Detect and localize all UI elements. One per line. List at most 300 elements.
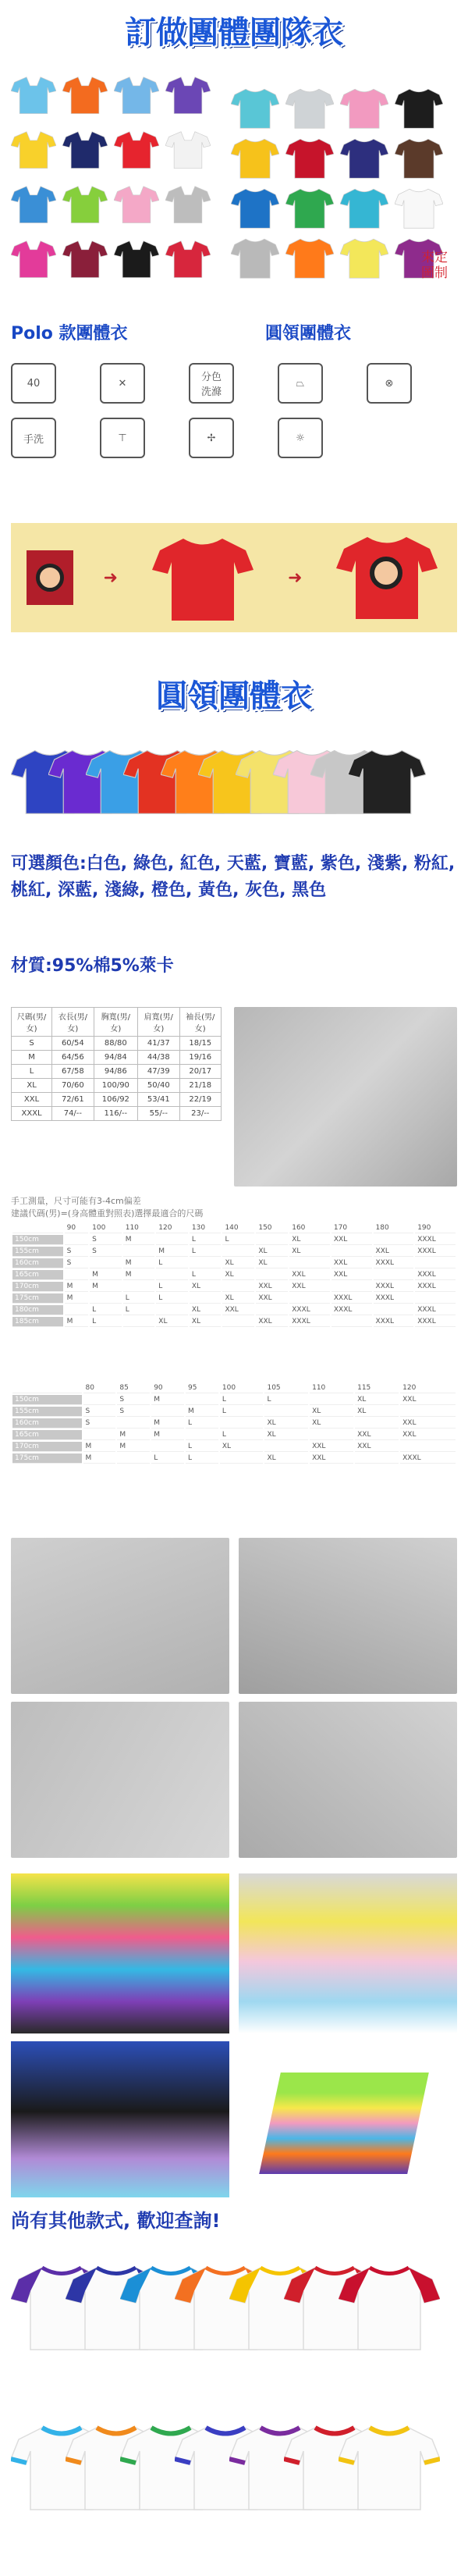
polo-shirt-swatch <box>114 180 159 228</box>
size-cell: XL <box>310 1407 353 1417</box>
size-cell <box>264 1442 308 1452</box>
colors-text: 可選顏色:白色, 綠色, 紅色, 天藍, 寶藍, 紫色, 淺紫, 粉紅, 桃紅, 深藍, 淺綠, 橙色, 黃色, 灰色, 黑色 <box>11 854 456 900</box>
size-cell: 74/-- <box>52 1107 94 1121</box>
size-header: 胸寬(男/女) <box>94 1008 138 1037</box>
tee-shirt-swatch <box>285 86 334 130</box>
size-cell <box>222 1317 254 1327</box>
size-cell: XL <box>156 1317 188 1327</box>
size-cell: 67/58 <box>52 1065 94 1079</box>
tee-shirt-swatch <box>340 86 388 130</box>
size-cell: 106/92 <box>94 1093 138 1107</box>
no-bleach-icon: ✕ <box>100 363 145 404</box>
weight-header: 140 <box>222 1223 254 1233</box>
size-cell: 47/39 <box>138 1065 179 1079</box>
tee-shirt-swatch <box>231 136 279 180</box>
weight-header: 105 <box>264 1383 308 1393</box>
size-cell <box>123 1282 155 1292</box>
arrow-icon: ➜ <box>103 568 118 588</box>
size-cell <box>83 1395 116 1405</box>
size-cell: L <box>186 1453 218 1464</box>
size-cell: S <box>65 1258 89 1268</box>
size-cell <box>415 1293 456 1304</box>
size-cell: 64/56 <box>52 1051 94 1065</box>
weight-header: 100 <box>90 1223 122 1233</box>
size-cell <box>310 1430 353 1440</box>
size-cell: L <box>12 1065 52 1079</box>
size-cell: 72/61 <box>52 1093 94 1107</box>
size-cell: L <box>151 1453 184 1464</box>
size-cell: XXXL <box>415 1247 456 1257</box>
size-cell: L <box>220 1395 264 1405</box>
size-cell: M <box>90 1270 122 1280</box>
table-row <box>12 1418 456 1429</box>
size-cell: L <box>264 1395 308 1405</box>
size-cell: XXL <box>355 1430 399 1440</box>
size-cell: 50/40 <box>138 1079 179 1093</box>
size-cell: XXL <box>400 1418 456 1429</box>
size-cell <box>90 1293 122 1304</box>
weight-header: 115 <box>355 1383 399 1393</box>
weight-header: 110 <box>310 1383 353 1393</box>
size-cell: M <box>151 1395 184 1405</box>
size-cell: XXXL <box>415 1235 456 1245</box>
size-cell: XXXL <box>400 1453 456 1464</box>
size-cell: XXXL <box>415 1282 456 1292</box>
size-cell: 88/80 <box>94 1037 138 1051</box>
polo-shirt-swatch <box>165 180 211 228</box>
table-row <box>12 1079 222 1093</box>
size-cell <box>310 1395 353 1405</box>
tee-shirt-swatch <box>395 86 443 130</box>
section-title: 圓領團體衣 <box>156 678 312 714</box>
size-cell <box>355 1453 399 1464</box>
size-cell: 100/90 <box>94 1079 138 1093</box>
size-cell: XL <box>220 1442 264 1452</box>
polo-shirt-swatch <box>114 125 159 173</box>
folded-shirts-photo-3 <box>11 2041 229 2197</box>
size-cell: 55/-- <box>138 1107 179 1121</box>
size-cell: L <box>123 1293 155 1304</box>
size-cell: M <box>151 1418 184 1429</box>
size-cell <box>400 1442 456 1452</box>
size-cell: XXXL <box>289 1317 330 1327</box>
size-cell: 94/86 <box>94 1065 138 1079</box>
raglan-lineup <box>11 2240 457 2396</box>
hang-dry-icon: ⊤ <box>100 418 145 458</box>
size-cell <box>332 1282 372 1292</box>
size-cell: 23/-- <box>179 1107 221 1121</box>
tee-shirt-swatch <box>231 186 279 229</box>
size-cell <box>264 1407 308 1417</box>
tee-label: 圓領團體衣 <box>265 324 352 343</box>
size-cell: M <box>117 1430 150 1440</box>
weight-header: 80 <box>83 1383 116 1393</box>
size-cell: XXL <box>289 1282 330 1292</box>
table-row <box>12 1093 222 1107</box>
ringer-lineup <box>11 2400 457 2556</box>
size-cell: XL <box>355 1407 399 1417</box>
size-cell: 41/37 <box>138 1037 179 1051</box>
size-cell <box>186 1430 218 1440</box>
size-cell <box>374 1235 414 1245</box>
size-cell <box>65 1270 89 1280</box>
size-cell <box>332 1317 372 1327</box>
no-tumble-dry-icon: ⊗ <box>367 363 412 404</box>
polo-shirt-swatch <box>11 234 56 283</box>
size-cell: XXL <box>374 1247 414 1257</box>
table-row <box>12 1235 456 1245</box>
size-table <box>11 1007 222 1121</box>
size-cell: S <box>83 1407 116 1417</box>
size-cell: XL <box>264 1453 308 1464</box>
size-cell: M <box>156 1247 188 1257</box>
size-cell <box>151 1407 184 1417</box>
hand-wash-icon: 手洗 <box>11 418 56 458</box>
size-cell: XXL <box>332 1258 372 1268</box>
size-cell: 20/17 <box>179 1065 221 1079</box>
height-label: 160cm <box>12 1418 82 1429</box>
size-cell: M <box>12 1051 52 1065</box>
size-cell: XXXL <box>374 1293 414 1304</box>
size-header: 肩寬(男/女) <box>138 1008 179 1037</box>
height-label: 180cm <box>12 1305 63 1315</box>
table-row <box>12 1305 456 1315</box>
size-cell <box>123 1247 155 1257</box>
size-cell: S <box>83 1418 116 1429</box>
size-cell: L <box>156 1282 188 1292</box>
weight-header: 95 <box>186 1383 218 1393</box>
size-cell <box>400 1407 456 1417</box>
size-cell: M <box>83 1453 116 1464</box>
height-label: 150cm <box>12 1395 82 1405</box>
size-cell <box>289 1293 330 1304</box>
size-cell <box>256 1235 288 1245</box>
size-header: 衣長(男/女) <box>52 1008 94 1037</box>
size-cell: 18/15 <box>179 1037 221 1051</box>
tee-shirt-swatch <box>285 136 334 180</box>
size-cell <box>151 1442 184 1452</box>
size-cell: XXXL <box>415 1317 456 1327</box>
weight-header: 180 <box>374 1223 414 1233</box>
size-cell: XXXL <box>374 1258 414 1268</box>
size-cell: 22/19 <box>179 1093 221 1107</box>
size-cell: S <box>117 1407 150 1417</box>
tee-shirt-swatch <box>231 86 279 130</box>
height-label: 150cm <box>12 1235 63 1245</box>
size-cell: L <box>186 1418 218 1429</box>
size-cell <box>256 1270 288 1280</box>
care-icons <box>11 363 457 458</box>
size-cell <box>415 1258 456 1268</box>
size-cell: XXXL <box>415 1270 456 1280</box>
tee-color-grid <box>231 86 443 279</box>
size-cell: XL <box>256 1247 288 1257</box>
table-row <box>12 1293 456 1304</box>
size-cell <box>117 1418 150 1429</box>
size-header: 尺碼(男/女) <box>12 1008 52 1037</box>
size-cell: S <box>90 1235 122 1245</box>
size-cell: 94/84 <box>94 1051 138 1065</box>
size-guide-table-2 <box>11 1382 457 1465</box>
polo-label: Polo 款團體衣 <box>11 324 128 343</box>
table-row <box>12 1107 222 1121</box>
folded-shirts-photo-1 <box>11 1873 229 2033</box>
size-cell: XL <box>222 1270 254 1280</box>
table-row <box>12 1270 456 1280</box>
size-cell: M <box>83 1442 116 1452</box>
size-cell: M <box>90 1282 122 1292</box>
folded-shirts-photo-2 <box>239 1873 457 2033</box>
weight-header: 170 <box>332 1223 372 1233</box>
design-artwork <box>27 550 73 605</box>
size-cell: XXL <box>256 1317 288 1327</box>
polo-shirt-swatch <box>11 180 56 228</box>
size-cell: L <box>156 1258 188 1268</box>
size-cell: XL <box>256 1258 288 1268</box>
size-cell: XXL <box>332 1235 372 1245</box>
size-cell: S <box>117 1395 150 1405</box>
more-styles-text: 尚有其他款式, 歡迎查詢! <box>11 2210 221 2232</box>
tee-shirt-swatch <box>285 186 334 229</box>
page-title: 訂做團體團隊衣 <box>125 15 343 51</box>
weight-header: 130 <box>190 1223 222 1233</box>
weight-header: 100 <box>220 1383 264 1393</box>
material-text: 材質:95%棉5%萊卡 <box>11 956 174 976</box>
size-cell: XL <box>222 1258 254 1268</box>
polo-shirt-swatch <box>62 180 108 228</box>
size-cell: L <box>156 1293 188 1304</box>
height-label: 165cm <box>12 1430 82 1440</box>
size-cell <box>186 1395 218 1405</box>
size-cell: L <box>190 1270 222 1280</box>
size-cell: XXL <box>289 1270 330 1280</box>
size-cell: XXXL <box>374 1282 414 1292</box>
shoulder-photo <box>11 1702 229 1858</box>
tee-shirt-swatch <box>395 136 443 180</box>
polo-shirt-swatch <box>11 70 56 119</box>
size-cell: 21/18 <box>179 1079 221 1093</box>
tee-shirt-swatch <box>340 136 388 180</box>
size-cell: M <box>151 1430 184 1440</box>
table-row <box>12 1282 456 1292</box>
size-cell: XXXL <box>332 1293 372 1304</box>
polo-shirt-swatch <box>62 234 108 283</box>
size-cell: XXXL <box>12 1107 52 1121</box>
size-cell: XXL <box>355 1442 399 1452</box>
table-row <box>12 1317 456 1327</box>
size-cell: L <box>90 1305 122 1315</box>
polo-shirt-swatch <box>114 70 159 119</box>
size-cell: M <box>65 1317 89 1327</box>
table-row <box>12 1442 456 1452</box>
folded-shirts-photo-4 <box>239 2041 457 2197</box>
tee-shirt-swatch <box>340 236 388 279</box>
weight-header: 150 <box>256 1223 288 1233</box>
size-cell <box>117 1453 150 1464</box>
blank-red-shirt <box>148 535 257 621</box>
size-cell <box>220 1418 264 1429</box>
size-cell <box>65 1305 89 1315</box>
separate-wash-icon: 分色 洗滌 <box>189 363 234 404</box>
iron-icon: ⏢ <box>278 363 323 404</box>
height-label: 170cm <box>12 1282 63 1292</box>
tee-lineup <box>11 738 457 824</box>
size-cell <box>83 1430 116 1440</box>
fan-icon: ✢ <box>189 418 234 458</box>
size-cell <box>355 1418 399 1429</box>
size-cell: L <box>220 1407 264 1417</box>
size-guide-table-1 <box>11 1222 457 1329</box>
weight-header: 160 <box>289 1223 330 1233</box>
height-label: 185cm <box>12 1317 63 1327</box>
size-cell <box>90 1258 122 1268</box>
tee-shirt-swatch <box>340 186 388 229</box>
table-row <box>12 1037 222 1051</box>
size-cell: XXXL <box>332 1305 372 1315</box>
size-cell: XL <box>190 1305 222 1315</box>
height-label: 165cm <box>12 1270 63 1280</box>
size-cell: XL <box>310 1418 353 1429</box>
size-cell: M <box>117 1442 150 1452</box>
size-cell <box>65 1235 89 1245</box>
size-cell: XXL <box>256 1293 288 1304</box>
tee-shirt-swatch <box>285 236 334 279</box>
size-cell: XXXL <box>289 1305 330 1315</box>
size-cell <box>289 1258 330 1268</box>
size-cell: 60/54 <box>52 1037 94 1051</box>
size-cell: XL <box>12 1079 52 1093</box>
size-cell: XXL <box>310 1442 353 1452</box>
size-cell <box>374 1305 414 1315</box>
size-cell: M <box>65 1282 89 1292</box>
size-cell <box>256 1305 288 1315</box>
table-row <box>12 1065 222 1079</box>
collar-photo <box>11 1538 229 1694</box>
table-row <box>12 1453 456 1464</box>
polo-shirt-swatch <box>62 70 108 119</box>
size-cell: XXL <box>256 1282 288 1292</box>
arrow-icon: ➜ <box>287 568 303 588</box>
polo-color-grid <box>11 70 211 283</box>
size-cell: S <box>12 1037 52 1051</box>
tee-shirt-swatch <box>395 186 443 229</box>
wash-40-icon: 40 <box>11 363 56 404</box>
size-cell: XL <box>289 1247 330 1257</box>
fabric-photo <box>234 1007 457 1187</box>
size-cell <box>374 1270 414 1280</box>
size-cell: L <box>190 1235 222 1245</box>
height-label: 160cm <box>12 1258 63 1268</box>
size-cell: 44/38 <box>138 1051 179 1065</box>
print-process-strip <box>11 523 457 632</box>
polo-shirt-swatch <box>165 70 211 119</box>
weight-header: 90 <box>151 1383 184 1393</box>
size-cell: XL <box>190 1282 222 1292</box>
size-cell: 116/-- <box>94 1107 138 1121</box>
size-cell <box>222 1247 254 1257</box>
size-cell: XL <box>355 1395 399 1405</box>
height-label: 155cm <box>12 1247 63 1257</box>
size-cell <box>156 1235 188 1245</box>
size-cell <box>156 1305 188 1315</box>
size-cell: XL <box>190 1317 222 1327</box>
size-header: 袖長(男/女) <box>179 1008 221 1037</box>
weight-header: 90 <box>65 1223 89 1233</box>
polo-shirt-swatch <box>11 125 56 173</box>
table-row <box>12 1258 456 1268</box>
size-cell: XXL <box>400 1395 456 1405</box>
size-cell: M <box>123 1258 155 1268</box>
size-cell: L <box>190 1247 222 1257</box>
sleeve-photo <box>239 1538 457 1694</box>
sun-dry-icon: ☼ <box>278 418 323 458</box>
size-cell: XL <box>222 1293 254 1304</box>
size-note-1: 手工測量，尺寸可能有3-4cm偏差 <box>11 1196 141 1206</box>
size-cell: XXXL <box>415 1305 456 1315</box>
height-label: 155cm <box>12 1407 82 1417</box>
polo-shirt-swatch <box>165 234 211 283</box>
table-row <box>12 1395 456 1405</box>
size-cell: XXL <box>310 1453 353 1464</box>
size-cell <box>222 1282 254 1292</box>
size-cell: L <box>90 1317 122 1327</box>
size-cell: L <box>123 1305 155 1315</box>
size-note-2: 建議代碼(男)=(身高體重對照表)選擇最適合的尺碼 <box>11 1208 204 1219</box>
hem-photo <box>239 1702 457 1858</box>
size-cell: XL <box>264 1430 308 1440</box>
polo-shirt-swatch <box>62 125 108 173</box>
height-label: 175cm <box>12 1293 63 1304</box>
weight-header: 120 <box>156 1223 188 1233</box>
size-cell: M <box>123 1235 155 1245</box>
table-row <box>12 1051 222 1065</box>
size-cell: XL <box>264 1418 308 1429</box>
size-cell: L <box>186 1442 218 1452</box>
polo-shirt-swatch <box>165 125 211 173</box>
size-cell: XXL <box>12 1093 52 1107</box>
weight-header: 190 <box>415 1223 456 1233</box>
size-cell: XXL <box>332 1270 372 1280</box>
size-cell: S <box>65 1247 89 1257</box>
size-cell: XXL <box>400 1430 456 1440</box>
table-row <box>12 1430 456 1440</box>
weight-header: 110 <box>123 1223 155 1233</box>
size-cell <box>332 1247 372 1257</box>
size-cell <box>220 1453 264 1464</box>
size-cell: XXXL <box>374 1317 414 1327</box>
size-cell: 53/41 <box>138 1093 179 1107</box>
size-cell <box>123 1317 155 1327</box>
weight-header: 85 <box>117 1383 150 1393</box>
size-cell: M <box>65 1293 89 1304</box>
tee-shirt-swatch <box>231 236 279 279</box>
size-cell: L <box>220 1430 264 1440</box>
raglan-tee <box>339 2240 440 2373</box>
table-row <box>12 1407 456 1417</box>
ringer-tee <box>339 2400 440 2533</box>
lineup-tee <box>348 738 426 824</box>
height-label: 175cm <box>12 1453 82 1464</box>
height-label: 170cm <box>12 1442 82 1452</box>
table-row <box>12 1247 456 1257</box>
size-cell: M <box>186 1407 218 1417</box>
size-cell: M <box>123 1270 155 1280</box>
size-cell: 70/60 <box>52 1079 94 1093</box>
size-cell <box>156 1270 188 1280</box>
size-cell: L <box>222 1235 254 1245</box>
size-cell <box>190 1258 222 1268</box>
custom-design-note: 來定 圖制 <box>421 250 448 281</box>
